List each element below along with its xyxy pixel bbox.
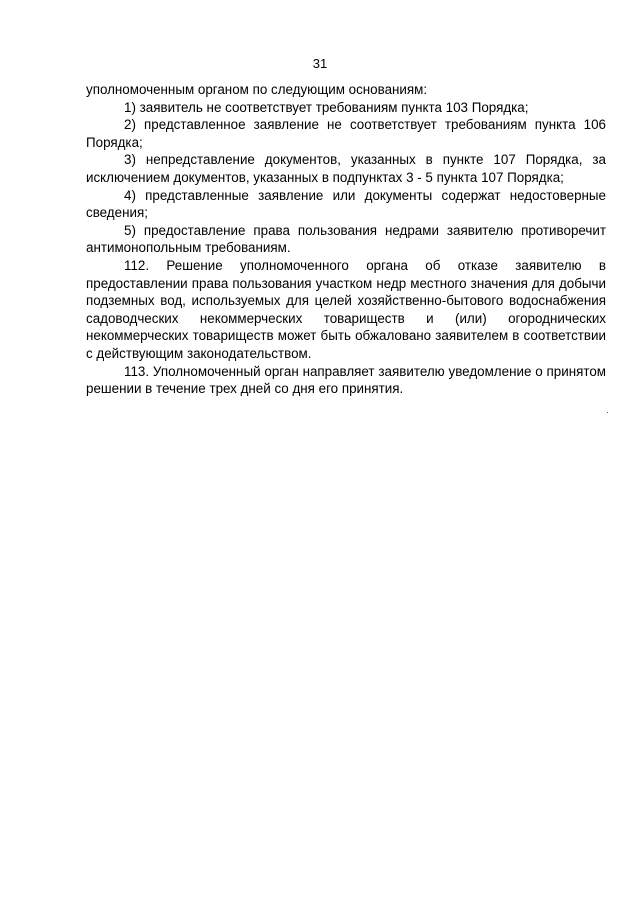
document-body [86, 81, 606, 398]
paragraph-ground-1: 1) заявитель не соответствует требованиям пункта 103 Порядка; [124, 99, 529, 115]
paragraph-ground-5: 5) предоставление права пользования недрами заявителю противоречит антимонопольным требованиям. [86, 222, 606, 256]
paragraph-continuation: уполномоченным органом по следующим основаниям: [86, 82, 428, 97]
paragraph-ground-4: 4) представленные заявление или документы содержат недостоверные сведения; [86, 187, 606, 221]
scan-speck [607, 412, 608, 413]
page-number: 31 [312, 56, 328, 71]
paragraph-112: 112. Решение уполномоченного органа об отказе заявителю в предоставлении права пользования участком недр местного значения для добычи подземных вод, используемых для целей хозяйственно-бытового водоснабжения садоводческих некоммерческих товариществ и (или) огороднических некоммерческих товариществ может быть обжаловано заявителем в соответствии с действующим законодательством. [86, 257, 606, 361]
paragraph-ground-2: 2) представленное заявление не соответствует требованиям пункта 106 Порядка; [86, 117, 606, 150]
paragraph-ground-3: 3) непредставление документов, указанных в пункте 107 Порядка, за исключением документов, указанных в подпунктах 3 - 5 пункта 107 Порядка; [86, 152, 606, 185]
paragraph-113: 113. Уполномоченный орган направляет заявителю уведомление о принятом решении в течение трех дней со дня его принятия. [86, 363, 606, 397]
